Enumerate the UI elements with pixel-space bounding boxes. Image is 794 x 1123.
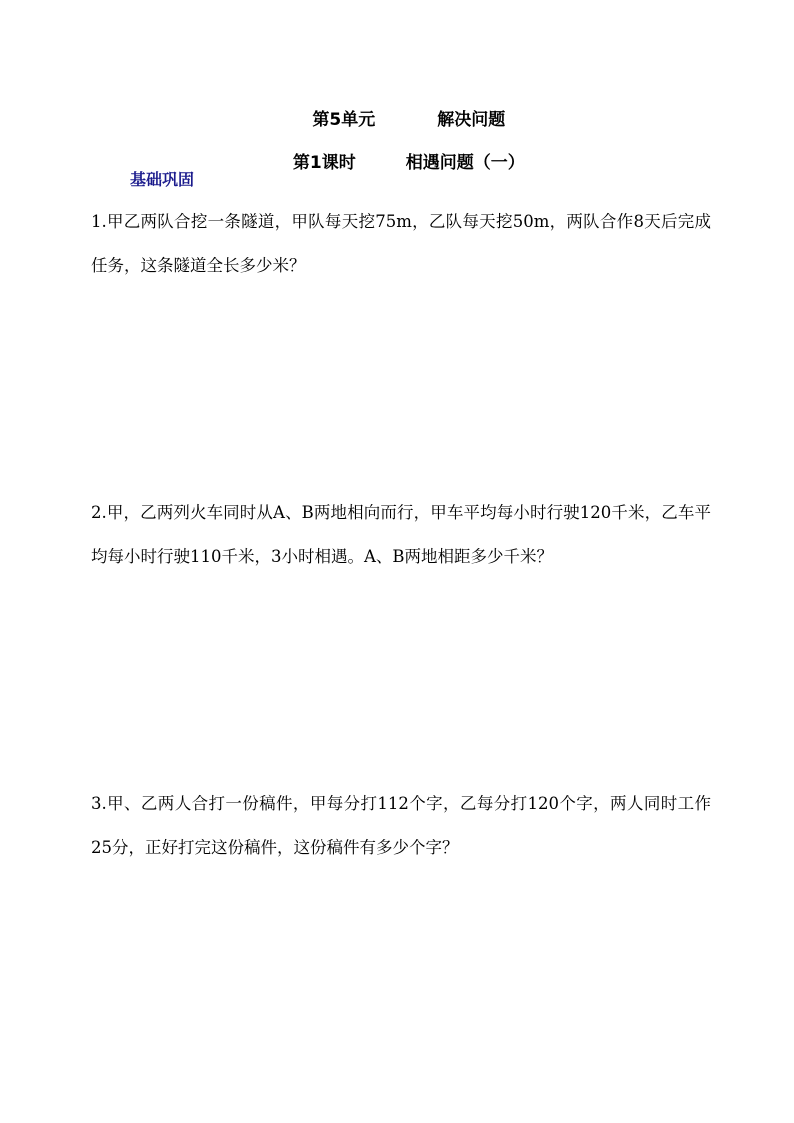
lesson-title: 相遇问题（一） [405,153,525,173]
lesson-title-line [0,127,794,199]
section-heading: 基础巩固 [130,170,195,189]
unit-label: 第5单元 [312,110,376,130]
lesson-label: 第1课时 [292,153,356,173]
question-2: 2.甲，乙两列火车同时从A、B两地相向而行，甲车平均每小时行驶120千米，乙车平均每小时行驶110千米，3小时相遇。A、B两地相距多少千米？ [91,503,711,566]
question-3: 3.甲、乙两人合打一份稿件，甲每分打112个字，乙每分打120个字，两人同时工作25分，正好打完这份稿件，这份稿件有多少个字？ [91,794,711,857]
question-1: 1.甲乙两队合挖一条隧道，甲队每天挖75m，乙队每天挖50m，两队合作8天后完成任务，这条隧道全长多少米？ [91,212,711,275]
unit-title: 解决问题 [437,110,506,130]
